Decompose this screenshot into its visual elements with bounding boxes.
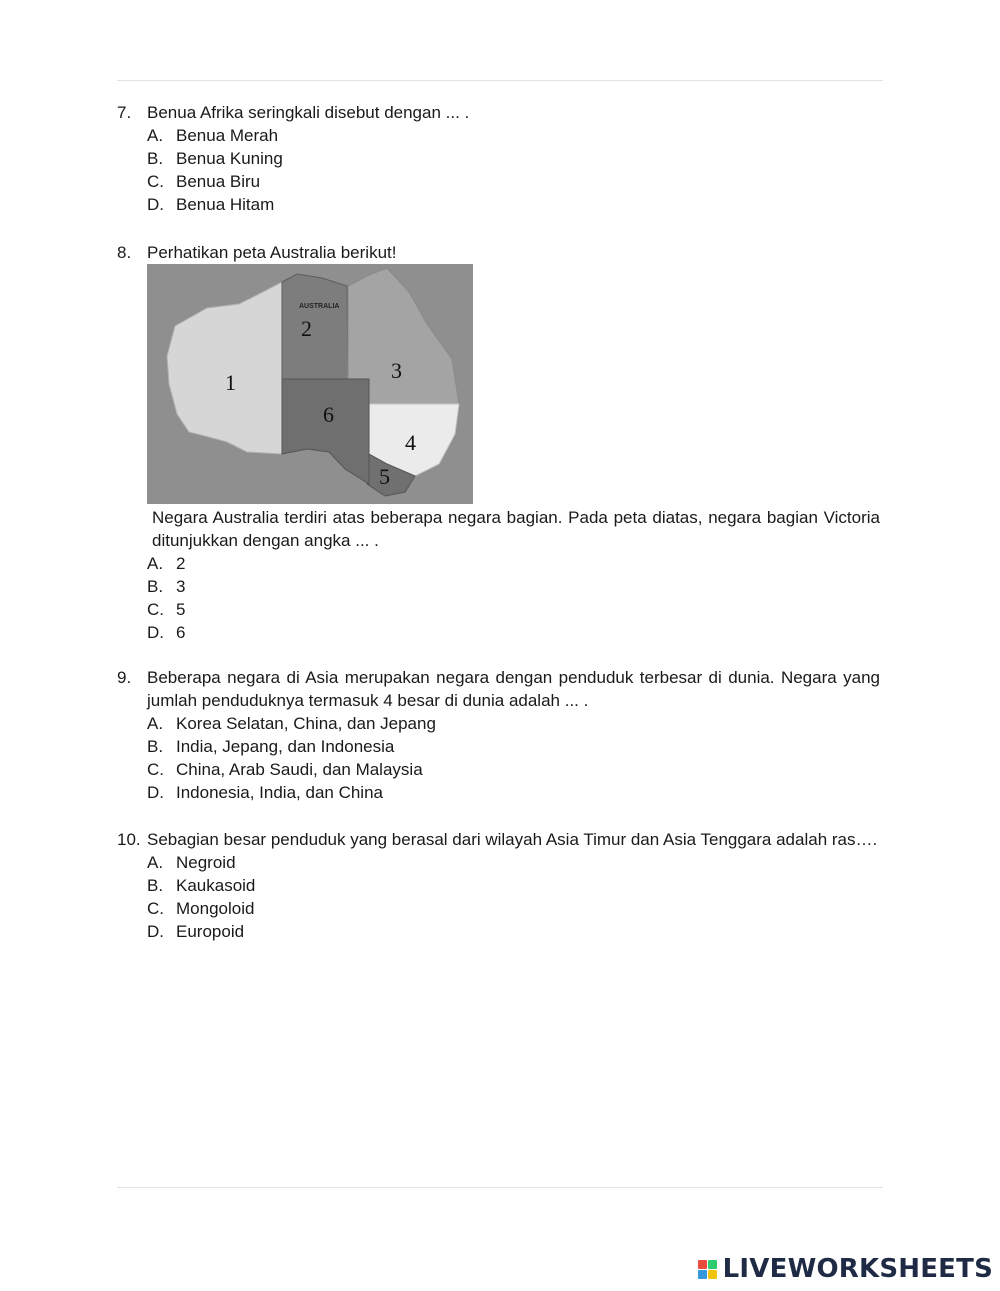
question-text: Perhatikan peta Australia berikut! [147, 243, 397, 262]
logo-text: LIVEWORKSHEETS [722, 1254, 993, 1284]
question-number: 8. [117, 243, 132, 262]
logo-square-v [698, 1270, 707, 1279]
option-text: Benua Merah [176, 126, 279, 145]
question-number: 9. [117, 668, 132, 687]
option-text: 2 [176, 554, 186, 573]
option-d[interactable] [147, 621, 880, 644]
question-text: Sebagian besar penduduk yang berasal dari wilayah Asia Timur dan Asia Tenggara adalah ras…. [147, 830, 878, 849]
option-letter: C. [147, 760, 164, 779]
option-letter: B. [147, 737, 164, 756]
option-text: Kaukasoid [176, 876, 256, 895]
question-8 [117, 241, 880, 644]
option-b[interactable] [147, 147, 880, 170]
option-b[interactable] [147, 575, 880, 598]
option-text: India, Jepang, dan Indonesia [176, 737, 395, 756]
top-divider [117, 80, 883, 81]
option-c[interactable] [147, 758, 880, 781]
logo-square-l [698, 1260, 707, 1269]
option-letter: C. [147, 899, 164, 918]
option-d[interactable] [147, 193, 880, 216]
liveworksheets-icon [698, 1260, 717, 1279]
question-number: 10. [117, 830, 141, 849]
option-text: Korea Selatan, China, dan Jepang [176, 714, 436, 733]
options-list [147, 712, 880, 804]
logo-square-i [708, 1260, 717, 1269]
option-letter: C. [147, 172, 164, 191]
option-b[interactable] [147, 874, 880, 897]
option-letter: B. [147, 577, 164, 596]
option-text: Benua Biru [176, 172, 261, 191]
option-d[interactable] [147, 920, 880, 943]
question-number: 7. [117, 103, 132, 122]
option-letter: B. [147, 876, 164, 895]
option-letter: D. [147, 623, 164, 642]
question-10 [117, 828, 880, 943]
option-b[interactable] [147, 735, 880, 758]
option-c[interactable] [147, 170, 880, 193]
option-letter: D. [147, 783, 164, 802]
region-label-4: 4 [405, 430, 416, 455]
region-2 [282, 274, 348, 379]
option-text: 5 [176, 600, 186, 619]
option-a[interactable] [147, 712, 880, 735]
region-label-6: 6 [323, 402, 334, 427]
option-letter: B. [147, 149, 164, 168]
question-9 [117, 666, 880, 804]
option-text: Indonesia, India, dan China [176, 783, 383, 802]
option-a[interactable] [147, 552, 880, 575]
option-text: China, Arab Saudi, dan Malaysia [176, 760, 423, 779]
options-list [147, 124, 880, 216]
option-letter: A. [147, 714, 164, 733]
option-a[interactable] [147, 851, 880, 874]
option-text: Benua Kuning [176, 149, 283, 168]
liveworksheets-logo[interactable] [698, 1254, 993, 1284]
option-text: 6 [176, 623, 186, 642]
option-text: 3 [176, 577, 186, 596]
option-text: Benua Hitam [176, 195, 275, 214]
question-text: Beberapa negara di Asia merupakan negara dengan penduduk terbesar di dunia. Negara yang jumlah penduduknya termasuk 4 besar di dunia adalah ... . [147, 668, 880, 710]
option-d[interactable] [147, 781, 880, 804]
question-text: Benua Afrika seringkali disebut dengan ... . [147, 103, 470, 122]
option-c[interactable] [147, 598, 880, 621]
option-text: Mongoloid [176, 899, 255, 918]
bottom-divider [117, 1187, 883, 1188]
option-text: Negroid [176, 853, 236, 872]
question-followup-text: Negara Australia terdiri atas beberapa negara bagian. Pada peta diatas, negara bagian Victoria ditunjukkan dengan angka ... . [152, 508, 880, 550]
region-label-3: 3 [391, 358, 402, 383]
region-label-2: 2 [301, 316, 312, 341]
option-letter: A. [147, 126, 164, 145]
option-letter: A. [147, 554, 164, 573]
option-letter: A. [147, 853, 164, 872]
option-letter: D. [147, 922, 164, 941]
option-text: Europoid [176, 922, 245, 941]
option-a[interactable] [147, 124, 880, 147]
map-title: AUSTRALIA [299, 303, 340, 310]
region-label-1: 1 [225, 370, 236, 395]
option-letter: D. [147, 195, 164, 214]
option-letter: C. [147, 600, 164, 619]
question-7 [117, 101, 880, 216]
option-c[interactable] [147, 897, 880, 920]
options-list [147, 552, 880, 644]
australia-map-image [147, 264, 473, 504]
logo-square-e [708, 1270, 717, 1279]
region-label-5: 5 [379, 464, 390, 489]
australia-map [147, 264, 473, 504]
options-list [147, 851, 880, 943]
